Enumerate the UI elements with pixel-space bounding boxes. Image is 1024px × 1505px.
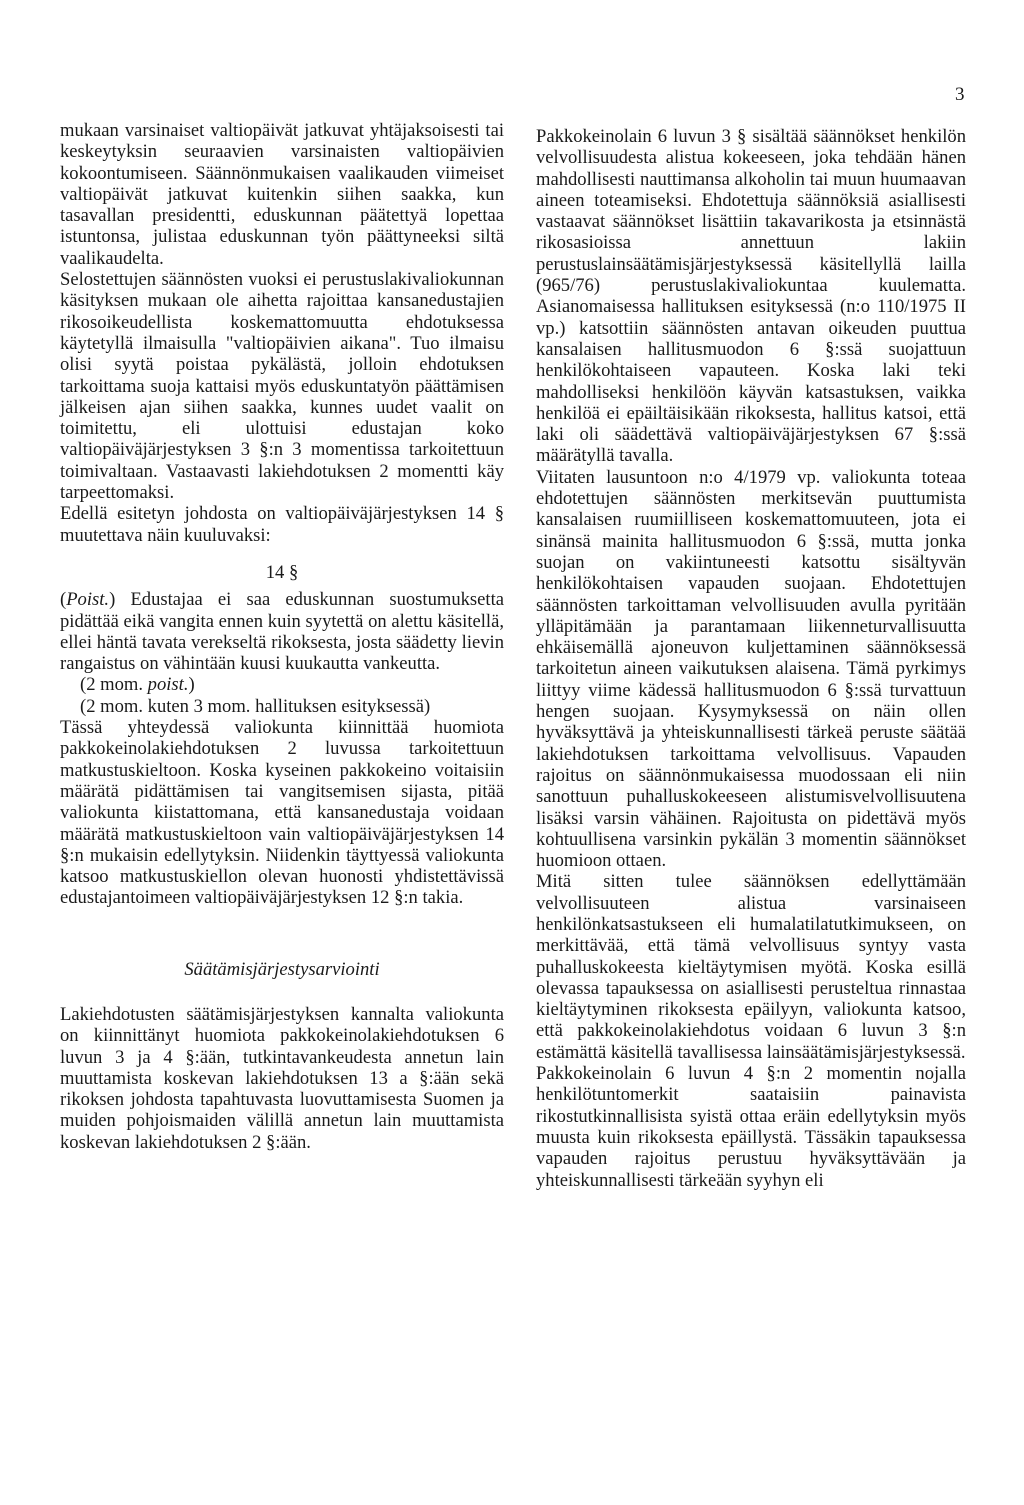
right-paragraph-2: Viitaten lausuntoon n:o 4/1979 vp. valiokunta toteaa ehdotettujen säännösten merkitsevän puuttumista kansalaisen ruumiilliseen koskemattomuuteen, jota ei sinänsä mainita hallitusmuodon 6 §:ssä, mutta jonka suojan on vakiintuneesti katsottu sisältyvän henkilökohtaisen vapauden suojaan. Ehdotettujen säännösten tarkoittaman velvollisuuden avulla pyritään ylläpitämään ja parantamaan liikenneturvallisuutta ehkäisemällä ajoneuvon kuljettaminen säännöksessä tarkoitetun aineen vaikutuksen alaisena. Tämä pyrkimys liittyy viime kädessä hallitusmuodon 6 §:ssä turvattuun hengen suojaan. Kysymyksessä on näin ollen hyväksyttävä ja yhteiskunnallisesti tärkeä peruste säätää lakiehdotuksen tarkoittama velvollisuus. Vapauden rajoitus on säännönmukaisessa muodossaan eli niin sanottuun puhalluskokeeseen alistumisvelvollisuutena lisäksi varsin vähäinen. Rajoitusta on pidettävä myös kohtuullisena varsinkin pykälän 3 momentin säännökset huomioon ottaen. [536, 466, 966, 872]
left-paragraph-3: Edellä esitetyn johdosta on valtiopäiväjärjestyksen 14 § muutettava näin kuuluvaksi: [60, 503, 504, 546]
right-paragraph-4: Pakkokeinolain 6 luvun 4 §:n 2 momentin nojalla henkilötuntomerkit saataisiin painavista rikostutkinnallisista syistä ottaa eräin edellytyksin myös muusta kuin rikoksesta epäillystä. Tässäkin tapauksessa vapauden rajoitus perustuu hyväksyttävään ja yhteiskunnallisesti tärkeään syyhyn eli [536, 1063, 966, 1191]
left-paragraph-1: mukaan varsinaiset valtiopäivät jatkuvat yhtäjaksoisesti tai keskeytyksin seuraavien varsinaisten valtiopäivien kokoontumiseen. Säännönmukaisen vaalikauden viimeiset valtiopäivät jatkuvat kuitenkin siihen saakka, kun tasavallan presidentti, eduskunnan päätettyä lopettaa istuntonsa, julistaa eduskunnan työn päättyneeksi siltä vaalikaudelta. [60, 120, 504, 269]
poist-label: Poist. [66, 589, 110, 611]
mom-line-1-prefix: (2 mom. [80, 674, 144, 696]
mom-line-1-italic: poist. [147, 674, 189, 696]
left-paragraph-6: Lakiehdotusten säätämisjärjestyksen kannalta valiokunta on kiinnittänyt huomiota pakkokeinolakiehdotuksen 6 luvun 3 ja 4 §:ään, tutkintavankeudesta annetun lain muuttamista koskevan lakiehdotuksen 13 a §:ään sekä rikoksen johdosta tapahtuvasta luovuttamisesta Suomen ja muiden pohjoismaiden välillä annetun lain muuttamista koskevan lakiehdotuksen 2 §:ään. [60, 1003, 504, 1153]
section-heading: Säätämisjärjestysarviointi [184, 958, 380, 980]
left-paragraph-2: Selostettujen säännösten vuoksi ei perustuslakivaliokunnan käsityksen mukaan ole aihetta rajoittaa kansanedustajien rikosoikeudellista koskemattomuutta ehdotuksessa käytetyllä ilmaisulla "valtiopäivien aikana". Tuo ilmaisu olisi syytä poistaa pykälästä, jolloin ehdotuksen tarkoittama suoja kattaisi myös eduskuntatyön päättämisen jälkeisen ajan siihen saakka, kunnes uudet vaalit on toimitettu, eli ulottuisi edustajan koko valtiopäiväjärjestyksen 3 §:n 3 momentissa tarkoitettuun toimivaltaan. Vastaavasti lakiehdotuksen 2 momentti käy tarpeettomaksi. [60, 269, 504, 504]
section-title: 14 § [265, 561, 299, 583]
mom-line-2: (2 mom. kuten 3 mom. hallituksen esityksessä) [80, 695, 431, 717]
right-column [536, 126, 966, 1191]
left-paragraph-5: Tässä yhteydessä valiokunta kiinnittää huomiota pakkokeinolakiehdotuksen 2 luvussa tarkoitettuun matkustuskieltoon. Koska kyseinen pakkokeino voitaisiin määrätä pidättämisen tai vangitsemisen sijasta, pitää valiokunta kiistattomana, että kansanedustaja voidaan määrätä matkustuskieltoon vain valtiopäiväjärjestyksen 14 §:n mukaisin edellytyksin. Niidenkin täyttyessä valiokunta katsoo matkustuskiellon olevan huonosti yhdistettävissä edustajantoimeen valtiopäiväjärjestyksen 12 §:n takia. [60, 717, 504, 909]
right-paragraph-1: Pakkokeinolain 6 luvun 3 § sisältää säännökset henkilön velvollisuudesta alistua kokeeseen, joka tehdään hänen mahdollisesti nauttimansa alkoholin tai muun huumaavan aineen toteamiseksi. Ehdotettuja säännöksiä asiallisesti vastaavat säännökset lisättiin takavarikosta ja etsinnästä rikosasioissa annettuun lakiin perustuslainsäätämisjärjestyksessä käsitellyllä lailla (965/76) perustuslakivaliokuntaa kuulematta. Asianomaisessa hallituksen esityksessä (n:o 110/1975 II vp.) katsottiin säännösten antavan oikeuden puuttua kansalaisen hallitusmuodon 6 §:ssä suojattuun henkilökohtaiseen vapauteen. Koska laki teki mahdolliseksi henkilöön käyvän katsastuksen, vaikka henkilöä ei epäiltäisikään rikoksesta, hallitus katsoi, että laki oli säädettävä valtiopäiväjärjestyksen 67 §:ssä määrätyllä tavalla. [536, 126, 966, 467]
section-text: Edustajaa ei saa eduskunnan suostumuksetta pidättää eikä vangita ennen kuin syytettä on alettu käsitellä, ellei häntä tavata verekseltä rikoksesta, josta säädetty lievin rangaistus on vähintään kuusi kuukautta vankeutta. [60, 589, 504, 675]
mom-line-1 [60, 674, 504, 695]
page-number: 3 [955, 84, 965, 105]
left-paragraph-4: (Poist.) Edustajaa ei saa eduskunnan suostumuksetta pidättää eikä vangita ennen kuin syytettä on alettu käsitellä, ellei häntä tavata verekseltä rikoksesta, josta säädetty lievin rangaistus on vähintään kuusi kuukautta vankeutta. [60, 589, 504, 675]
mom-line-1-suffix: ) [188, 674, 195, 696]
right-paragraph-3: Mitä sitten tulee säännöksen edellyttämään velvollisuuteen alistua varsinaiseen henkilönkatsastukseen eli humalatilatutkimukseen, on merkittävää, että tämä velvollisuus syntyy vasta puhalluskokeesta kieltäytymisen myötä. Koska esillä olevassa tapauksessa on asiallisesti perusteltua rinnastaa kieltäytyminen rikoksesta epäilyyn, valiokunta katsoo, että pakkokeinolakiehdotus voidaan 6 luvun 3 §:n estämättä käsitellä tavallisessa lainsäätämisjärjestyksessä. [536, 871, 966, 1063]
left-column [60, 120, 504, 1153]
